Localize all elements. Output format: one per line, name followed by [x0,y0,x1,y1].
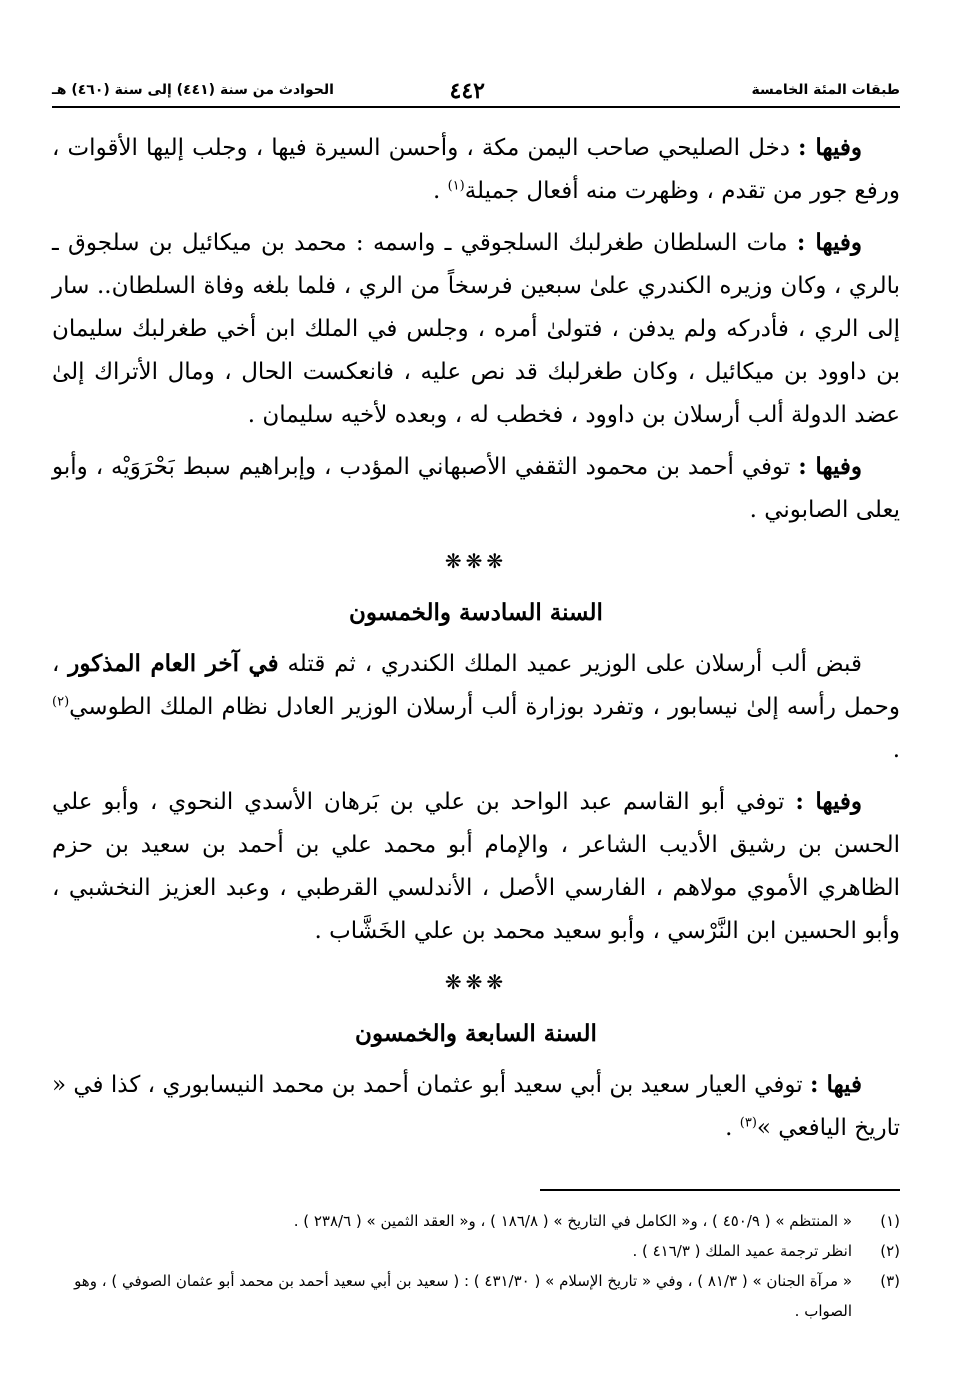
header-section-title: الحوادث من سنة (٤٤١) إلى سنة (٤٦٠) هـ [52,82,334,98]
paragraph [52,445,900,532]
footnote-text: « المنتظم » ( ٤٥٠/٩ ) ، و« الكامل في التاريخ » ( ١٨٦/٨ ) ، و« العقد الثمين » ( ٢٣٨/٦ ) . [293,1212,852,1230]
paragraph-lead: وفيها : [796,229,862,256]
paragraph-lead: فيها : [809,1071,862,1098]
footnote-text: انظر ترجمة عميد الملك ( ٤١٦/٣ ) . [632,1242,852,1260]
paragraph-text: دخل الصليحي صاحب اليمن مكة ، وأحسن السيرة فيها ، وجلب إليها الأقوات ، ورفع جور من تقدم ، وظهرت منه أفعال جميلة [52,135,900,204]
footnote-number: (٢) [880,1242,900,1260]
body-text [52,126,900,1158]
footnote-number: (٣) [880,1272,900,1290]
footnote-number: (١) [880,1212,900,1230]
paragraph-lead: وفيها : [795,788,862,815]
footnote-ref[interactable]: (٣) [739,1115,757,1131]
section-separator: ❋❋❋ [444,970,508,994]
paragraph-lead: وفيها : [798,453,862,480]
paragraph [52,1063,900,1150]
paragraph-text: مات السلطان طغرلبك السلجوقي ـ واسمه : محمد بن ميكائيل بن سلجوق ـ بالري ، وكان وزيره الكندري علىٰ سبعين فرسخاً من الري ، فلما بلغه وفاة السلطان.. سار إلى الري ، فأدركه ولم يدفن ، فتولىٰ أمره ، وجلس في الملك ابن أخي طغرلبك سليمان بن داوود بن ميكائيل ، وكان طغرلبك قد نص عليه ، فانعكست الحال ، ومال الأتراك إلىٰ عضد الدولة ألب أرسلان بن داوود ، فخطب له ، وبعده لأخيه سليمان . [52,230,900,428]
paragraph-text: توفي أبو القاسم عبد الواحد بن علي بن بَرهان الأسدي النحوي ، وأبو علي الحسن بن رشيق الأديب الشاعر ، والإمام أبو محمد علي بن أحمد بن سعيد بن حزم الظاهري الأموي مولاهم ، الفارسي الأصل ، الأندلسي القرطبي ، وعبد العزيز النخشبي ، وأبو الحسين ابن النَّرْسي ، وأبو سعيد محمد بن علي الخَشَّاب . [52,789,900,944]
paragraph-text: توفي العيار سعيد بن أبي سعيد أبو عثمان أحمد بن محمد النيسابوري ، كذا في « تاريخ اليافعي » [52,1072,900,1141]
section-separator: ❋❋❋ [444,549,508,573]
paragraph [52,221,900,437]
footnotes [52,1206,900,1326]
paragraph-end: . [432,178,448,204]
paragraph-end: . [725,1115,740,1141]
header-book-title: طبقات المئة الخامسة [751,82,900,98]
paragraph-end: . [892,737,900,763]
section-title: السنة السادسة والخمسون [349,599,603,626]
paragraph-text: توفي أحمد بن محمود الثقفي الأصبهاني المؤدب ، وإبراهيم سبط بَحْرَوَيْه ، وأبو يعلى الصابوني . [52,454,900,523]
running-header [52,78,900,108]
footnote-divider [540,1189,900,1191]
paragraph [52,126,900,213]
footnote-text: « مرآة الجنان » ( ٨١/٣ ) ، وفي « تاريخ الإسلام » ( ٤٣١/٣٠ ) : ( سعيد بن أبي سعيد أحمد بن محمد أبو عثمان الصوفي ) ، وهو الصواب . [74,1272,852,1320]
footnote-ref[interactable]: (٢) [52,694,70,710]
paragraph-text: قبض ألب أرسلان على الوزير عميد الملك الكندري ، ثم قتله [278,651,862,677]
footnote [52,1236,900,1266]
paragraph-lead: وفيها : [798,134,862,161]
footnote [52,1206,900,1236]
paragraph [52,642,900,772]
section-title: السنة السابعة والخمسون [355,1020,597,1047]
page-number: ٤٤٢ [449,78,485,104]
paragraph-bold-phrase: في آخر العام المذكور [68,650,279,677]
paragraph-text: ، وحمل رأسه إلىٰ نيسابور ، وتفرد بوزارة ألب أرسلان الوزير العادل نظام الملك الطوسي [52,651,900,720]
footnote-ref[interactable]: (١) [447,178,465,194]
paragraph [52,780,900,953]
footnote [52,1266,900,1326]
